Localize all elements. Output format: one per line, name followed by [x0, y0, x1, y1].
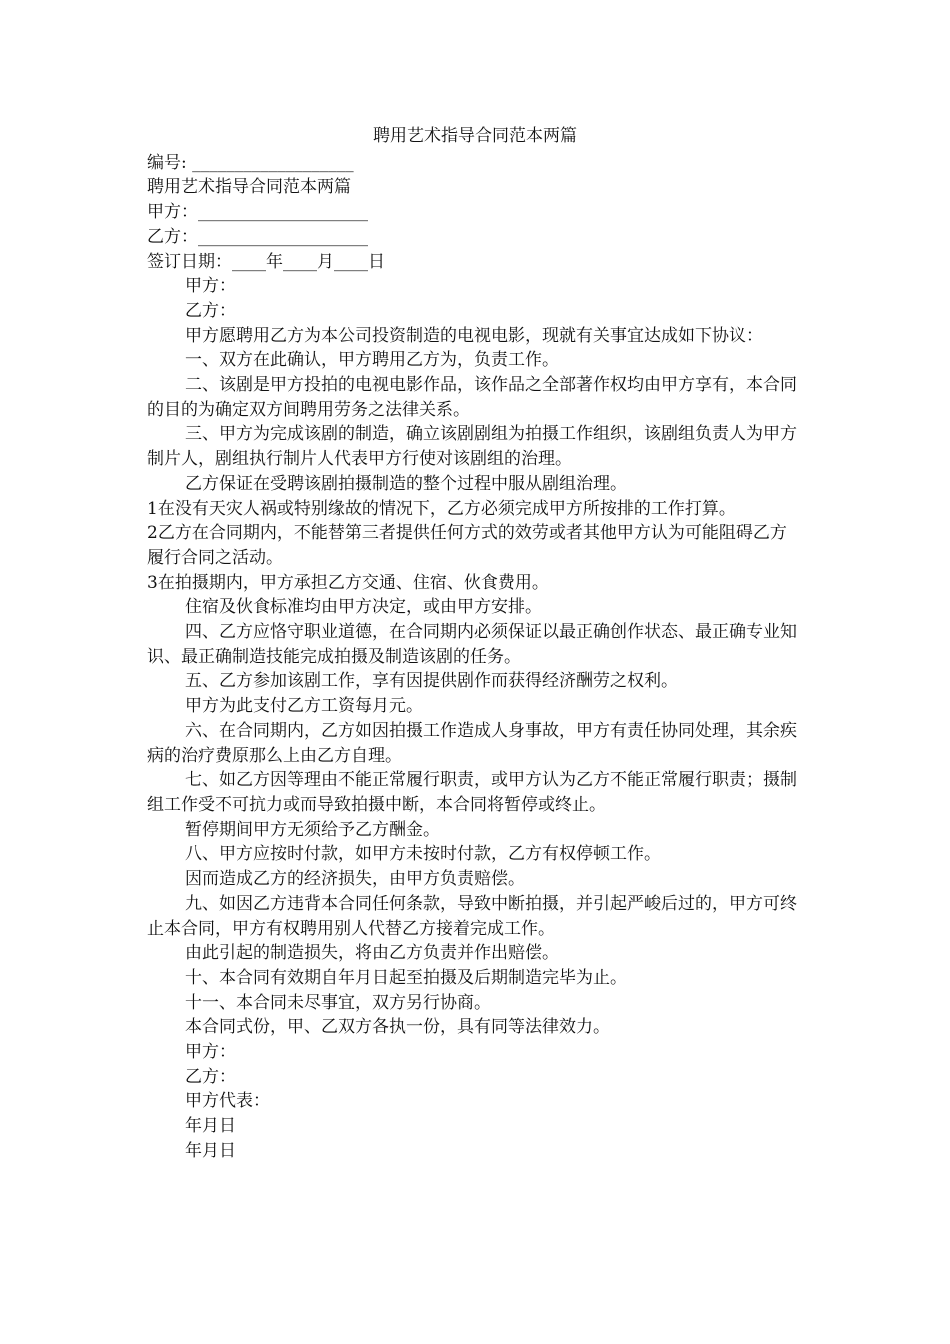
paragraph: 十一、本合同未尽事宜，双方另行协商。: [185, 992, 491, 1013]
paragraph: 六、在合同期内，乙方如因拍摄工作造成人身事故，甲方有责任协同处理，其余疾病的治疗费原那么上由乙方自理。: [147, 720, 797, 766]
page-title: 聘用艺术指导合同范本两篇: [373, 126, 577, 146]
paragraph: 三、甲方为完成该剧的制造，确立该剧剧组为拍摄工作组织，该剧组负责人为甲方制片人，剧组执行制片人代表甲方行使对该剧组的治理。: [147, 424, 797, 470]
paragraph: 二、该剧是甲方投拍的电视电影作品，该作品之全部著作权均由甲方享有，本合同的目的为确定双方间聘用劳务之法律关系。: [147, 375, 797, 420]
paragraph: 四、乙方应恪守职业道德，在合同期内必须保证以最正确创作状态、最正确专业知识、最正确制造技能完成拍摄及制造该剧的任务。: [147, 622, 797, 667]
paragraph: 一、双方在此确认，甲方聘用乙方为，负责工作。: [185, 350, 559, 371]
paragraph: 因而造成乙方的经济损失，由甲方负责赔偿。: [185, 869, 525, 890]
paragraph: 十、本合同有效期自年月日起至拍摄及后期制造完毕为止。: [185, 967, 627, 988]
paragraph: 甲方为此支付乙方工资每月元。: [185, 696, 423, 717]
paragraph: 乙方：: [185, 300, 236, 321]
paragraph: 住宿及伙食标准均由甲方决定，或由甲方安排。: [185, 597, 542, 618]
paragraph: 八、甲方应按时付款，如甲方未按时付款，乙方有权停顿工作。: [185, 844, 661, 865]
party-a-line: 甲方：____________________: [147, 202, 368, 223]
paragraph: 甲方代表：: [185, 1091, 270, 1112]
signing-date-line: 签订日期：____年____月____日: [147, 251, 385, 272]
paragraph: 七、如乙方因等理由不能正常履行职责，或甲方认为乙方不能正常履行职责；摄制组工作受不可抗力或而导致拍摄中断，本合同将暂停或终止。: [147, 770, 797, 815]
paragraph: 由此引起的制造损失，将由乙方负责并作出赔偿。: [185, 943, 559, 964]
paragraph: 本合同式份，甲、乙双方各执一份，具有同等法律效力。: [185, 1017, 610, 1038]
paragraph: 甲方：: [185, 276, 236, 297]
paragraph: 乙方保证在受聘该剧拍摄制造的整个过程中服从剧组治理。: [185, 473, 627, 494]
paragraph: 五、乙方参加该剧工作，享有因提供剧作而获得经济酬劳之权利。: [185, 671, 678, 692]
document-body: [147, 124, 803, 1164]
paragraph: 甲方愿聘用乙方为本公司投资制造的电视电影，现就有关事宜达成如下协议：: [185, 325, 763, 346]
paragraph: 甲方：: [185, 1042, 236, 1063]
subtitle-line: 聘用艺术指导合同范本两篇: [147, 177, 351, 198]
paragraph: 3在拍摄期内，甲方承担乙方交通、住宿、伙食费用。: [147, 572, 549, 593]
paragraph: 1在没有天灾人祸或特别缘故的情况下，乙方必须完成甲方所按排的工作打算。: [147, 498, 736, 519]
contract-paragraphs: [147, 274, 803, 1163]
paragraph: 乙方：: [185, 1066, 236, 1087]
paragraph: 2乙方在合同期内，不能替第三者提供任何方式的效劳或者其他甲方认为可能阻碍乙方履行合同之活动。: [147, 523, 787, 568]
paragraph: 年月日: [185, 1140, 236, 1161]
party-b-line: 乙方：____________________: [147, 226, 368, 247]
paragraph: 暂停期间甲方无须给予乙方酬金。: [185, 819, 440, 840]
paragraph: 年月日: [185, 1116, 236, 1137]
paragraph: 九、如因乙方违背本合同任何条款，导致中断拍摄，并引起严峻后过的，甲方可终止本合同，甲方有权聘用别人代替乙方接着完成工作。: [147, 893, 797, 939]
contract-number-line: 编号: ___________________: [147, 152, 354, 173]
